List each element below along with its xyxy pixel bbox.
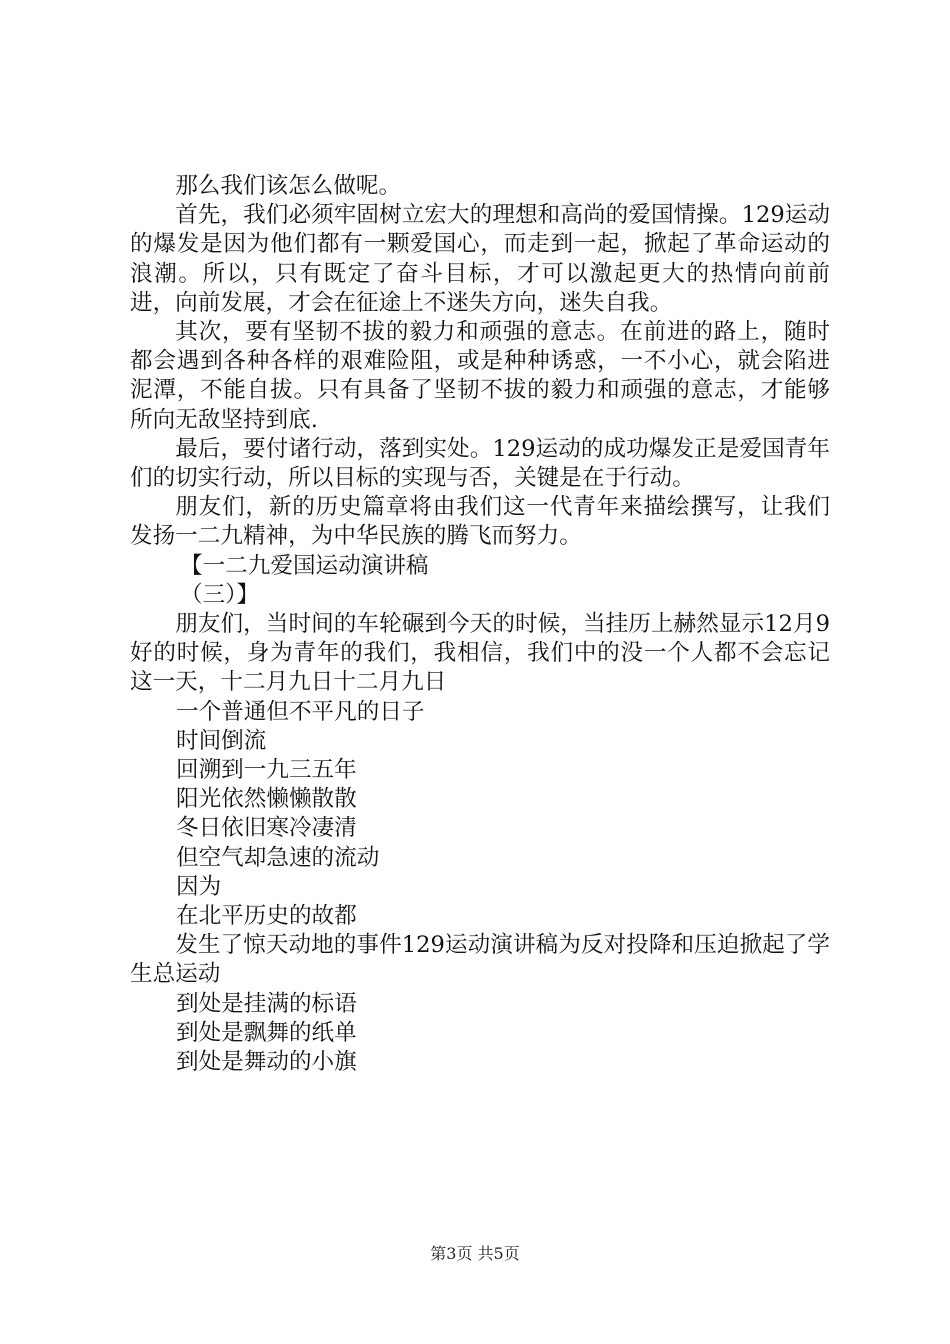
poem-line: 到处是挂满的标语	[176, 990, 357, 1017]
poem-line: 到处是舞动的小旗	[176, 1049, 357, 1076]
poem-line: 因为	[176, 873, 222, 900]
section-heading-number: （三）】	[180, 581, 260, 608]
poem-line: 一个普通但不平凡的日子	[176, 698, 425, 725]
page-footer: 第3页 共5页	[430, 1244, 520, 1263]
poem-line: 时间倒流	[176, 727, 267, 754]
paragraph-speech-opening: 朋友们，当时间的车轮碾到今天的时候，当挂历上赫然显示12月9好的时候，身为青年的我们，我相信，我们中的没一个人都不会忘记这一天，十二月九日十二月九日	[130, 611, 830, 696]
poem-line: 冬日依旧寒冷凄清	[176, 815, 357, 842]
poem-line: 阳光依然懒懒散散	[176, 786, 357, 813]
paragraph-question: 那么我们该怎么做呢。	[175, 173, 402, 199]
section-heading: 【一二九爱国运动演讲稿	[180, 552, 429, 579]
poem-line: 回溯到一九三五年	[176, 757, 357, 784]
poem-line: 在北平历史的故都	[176, 903, 357, 930]
paragraph-first-point: 首先，我们必须牢固树立宏大的理想和高尚的爱国情操。129运动的爆发是因为他们都有一颗爱国心，而走到一起，掀起了革命运动的浪潮。所以，只有既定了奋斗目标，才可以激起更大的热情向前前进，向前发展，才会在征途上不迷失方向，迷失自我。	[130, 202, 830, 316]
paragraph-second-point: 其次，要有坚韧不拔的毅力和顽强的意志。在前进的路上，随时都会遇到各种各样的艰难险阻，或是种种诱惑，一不小心，就会陷进泥潭，不能自拔。只有具备了坚韧不拔的毅力和顽强的意志，才能够所向无敌坚持到底.	[130, 319, 830, 433]
document-body	[130, 172, 830, 1077]
paragraph-closing: 朋友们，新的历史篇章将由我们这一代青年来描绘撰写，让我们发扬一二九精神，为中华民族的腾飞而努力。	[130, 494, 830, 550]
poem-line: 但空气却急速的流动	[176, 844, 380, 871]
poem-line: 到处是飘舞的纸单	[176, 1019, 357, 1046]
paragraph-event: 发生了惊天动地的事件129运动演讲稿为反对投降和压迫掀起了学生总运动	[130, 932, 830, 988]
paragraph-third-point: 最后，要付诸行动，落到实处。129运动的成功爆发正是爱国青年们的切实行动，所以目标的实现与否，关键是在于行动。	[130, 435, 830, 492]
